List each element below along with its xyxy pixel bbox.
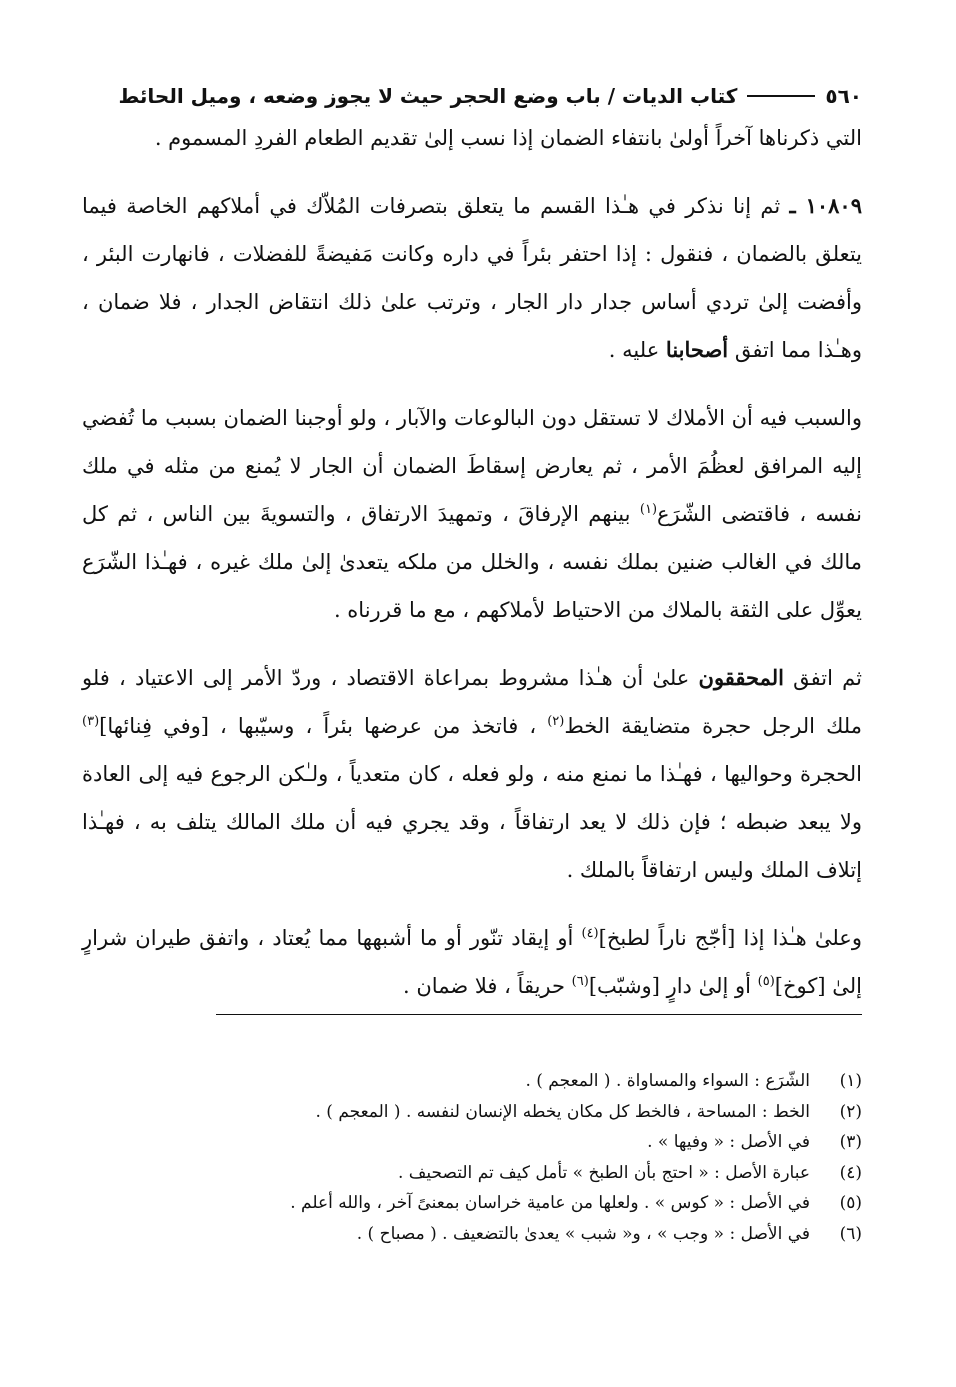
paragraph-text: الحجرة وحواليها ، فهـٰذا ما نمنع منه ، ولو فعله ، كان متعدياً ، ولـٰكن الرجوع فيه إلى العادة ولا يبعد ضبطه ؛ فإن ذلك لا يعد ارتفاقاً ، وقد يجري فيه أن ملك المالك يتلف به ، فهـٰذا إتلاف الملك وليس ارتفاقاً بالملك .: [82, 762, 862, 882]
paragraph-text: حريقاً ، فلا ضمان .: [403, 974, 565, 998]
footnote-ref-3[interactable]: (٣): [82, 714, 100, 729]
footnote-number: (٢): [839, 1101, 862, 1122]
paragraph-text: ، فاتخذ من عرضها بئراً ، وسيّبها ، [وفي فِنائها]: [99, 714, 537, 738]
footnote-ref-2[interactable]: (٢): [547, 714, 565, 729]
paragraph-text-end: عليه .: [608, 338, 660, 362]
footnote: [82, 1127, 862, 1158]
footnote-text: الشّرَع : السواء والمساواة . ( المعجم ) .: [525, 1071, 810, 1091]
page-number: ٥٦٠: [825, 84, 862, 108]
footnote-text: في الأصل : « وجب » ، و« شبب » يعدىٰ بالتضعيف . ( مصباح ) .: [356, 1223, 810, 1244]
page-body: [82, 78, 862, 1015]
footnote-number: (١): [839, 1071, 862, 1091]
paragraph-text: ثم اتفق: [793, 666, 862, 690]
footnotes: [82, 1066, 862, 1249]
footnote-number: (٦): [839, 1223, 862, 1244]
footnote-ref-5[interactable]: (٥): [757, 974, 775, 989]
footnote-text: في الأصل : « وفيها » .: [647, 1132, 810, 1152]
header-title: كتاب الديات / باب وضع الحجر حيث لا يجوز وضعه ، وميل الحائط: [118, 84, 738, 108]
paragraph-text: بينهم الإرفاقَ ، وتمهيدَ الارتفاق ، والتسويةَ بين الناس ، ثم كل مالك في الغالب ضنين بملك نفسه ، والخلل من ملكه يتعدىٰ إلىٰ ملك غيره ، فهـٰذا الشّرَع يعوِّل على الثقة بالملاك من الاحتياط لأملاكهم ، مع ما قررناه .: [82, 502, 862, 622]
header-rule: [747, 95, 815, 97]
paragraph-text: والسبب فيه أن الأملاك لا تستقل دون البالوعات والآبار ، ولو أوجبنا الضمان بسبب ما تُفضي إليه المرافق لعظُمَ الأمر ، ثم يعارض إسقاطَ الضمان أن الجار لا يُمنع من مثله في ملك نفسه ، فاقتضى الشّرَع: [82, 406, 863, 526]
footnote-ref-4[interactable]: (٤): [581, 926, 599, 941]
bold-term: أصحابنا: [665, 337, 729, 362]
footnote: [82, 1097, 862, 1128]
paragraph-fire: [82, 914, 862, 1010]
footnote: [82, 1188, 862, 1219]
footnote-text: الخط : المساحة ، فالخط كل مكان يخطه الإنسان لنفسه . ( المعجم ) .: [315, 1101, 810, 1122]
footnote: [82, 1158, 862, 1189]
footnote-separator: [216, 1014, 862, 1015]
footnote-number: (٤): [839, 1162, 862, 1183]
paragraph-text: ثم إنا نذكر في هـٰذا القسم ما يتعلق بتصرفات المُلاّك في أملاكهم الخاصة فيما يتعلق بالضمان ، فنقول : إذا احتفر بئراً في داره وكانت مَفيضةً للفضلات ، فانهارت البئر ، وأفضت إلىٰ تردي أساس جدار دار الجار ، وترتب علىٰ ذلك انتقاض الجدار ، فلا ضمان ، وهـٰذا مما اتفق: [82, 194, 862, 362]
running-header: [82, 78, 862, 114]
footnote-ref-1[interactable]: (١): [639, 502, 658, 517]
paragraph-text: أو إيقاد تنّور أو ما أشبهها مما يُعتاد ، واتفق طيران شرارٍ إلىٰ [كوخ]: [82, 926, 862, 998]
paragraph-10809: [82, 182, 862, 374]
paragraph-text: علىٰ أن هـٰذا مشروط بمراعاة الاقتصاد ، وردّ الأمر إلى الاعتياد ، فلو ملك الرجل حجرة متضايقة الخط: [82, 666, 862, 738]
footnote-number: (٥): [839, 1193, 862, 1213]
paragraph-text: وعلىٰ هـٰذا إذا [أجّج ناراً لطبخ]: [598, 926, 862, 950]
footnote-text: في الأصل : « كوس » . ولعلها من عامية خراسان بمعنىً آخر ، والله أعلم .: [290, 1193, 810, 1213]
footnote: [82, 1066, 862, 1097]
paragraph-scholars: [82, 654, 862, 894]
paragraph-text: أو إلىٰ دارٍ [وشبّب]: [588, 974, 751, 998]
footnote: [82, 1219, 862, 1250]
footnote-text: عبارة الأصل : « احتج بأن الطبخ » تأمل كيف تم التصحيف .: [398, 1162, 810, 1183]
footnote-number: (٣): [839, 1132, 862, 1152]
paragraph-reason: [82, 394, 862, 634]
intro-paragraph: التي ذكرناها آخراً أولىٰ بانتفاء الضمان إذا نسب إلىٰ تقديم الطعام الفردِ المسموم .: [154, 126, 862, 150]
footnote-ref-6[interactable]: (٦): [571, 974, 589, 989]
paragraph-number: ١٠٨٠٩ ـ: [789, 193, 862, 218]
bold-term: المحققون: [698, 665, 784, 690]
